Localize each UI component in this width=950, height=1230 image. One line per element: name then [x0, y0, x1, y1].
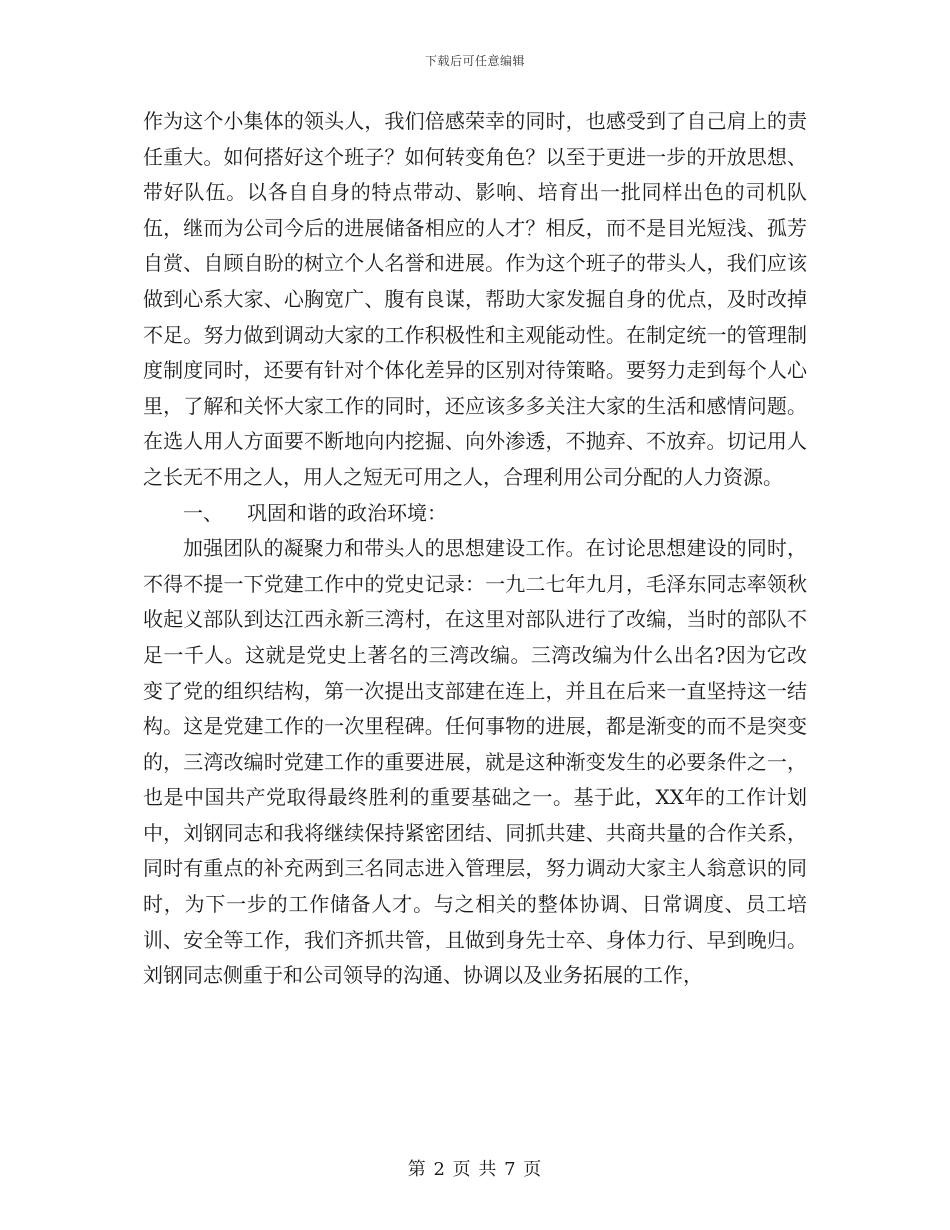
paragraph-continued: 作为这个小集体的领头人，我们倍感荣幸的同时，也感受到了自己肩上的责任重大。如何搭好这个班子？如何转变角色？以至于更进一步的开放思想、带好队伍。以各自自身的特点带动、影响、培育出一批同样出色的司机队伍，继而为公司今后的进展储备相应的人才？相反，而不是目光短浅、孤芳自赏、自顾自盼的树立个人名誉和进展。作为这个班子的带头人，我们应该做到心系大家、心胸宽广、腹有良谋，帮助大家发掘自身的优点，及时改掉不足。努力做到调动大家的工作积极性和主观能动性。在制定统一的管理制度制度同时，还要有针对个体化差异的区别对待策略。要努力走到每个人心里，了解和关怀大家工作的同时，还应该多多关注大家的生活和感情问题。在选人用人方面要不断地向内挖掘、向外渗透，不抛弃、不放弃。切记用人之长无不用之人，用人之短无可用之人，合理利用公司分配的人力资源。 [143, 109, 807, 489]
section-heading-number: 一、 [183, 500, 223, 525]
page-header: 下载后可任意编辑 [424, 54, 525, 68]
paragraph-party-building: 加强团队的凝聚力和带头人的思想建设工作。在讨论思想建设的同时，不得不提一下党建工作中的党史记录：一九二七年九月，毛泽东同志率领秋收起义部队到达江西永新三湾村，在这里对部队进行了改编，当时的部队不足一千人。这就是党史上著名的三湾改编。三湾改编为什么出名?因为它改变了党的组织结构，第一次提出支部建在连上，并且在后来一直坚持这一结构。这是党建工作的一次里程碑。任何事物的进展，都是渐变的而不是突变的，三湾改编时党建工作的重要进展，就是这种渐变发生的必要条件之一，也是中国共产党取得最终胜利的重要基础之一。基于此，XX年的工作计划中，刘钢同志和我将继续保持紧密团结、同抓共建、共商共量的合作关系，同时有重点的补充两到三名同志进入管理层，努力调动大家主人翁意识的同时，为下一步的工作储备人才。与之相关的整体协调、日常调度、员工培训、安全等工作，我们齐抓共管，且做到身先士卒、身体力行、早到晚归。刘钢同志侧重于和公司领导的沟通、协调以及业务拓展的工作， [143, 536, 807, 988]
section-heading [143, 496, 807, 532]
section-heading-text: 巩固和谐的政治环境： [247, 500, 447, 525]
document-body [143, 104, 807, 994]
page-number-footer: 第 2 页 共 7 页 [407, 1159, 543, 1180]
